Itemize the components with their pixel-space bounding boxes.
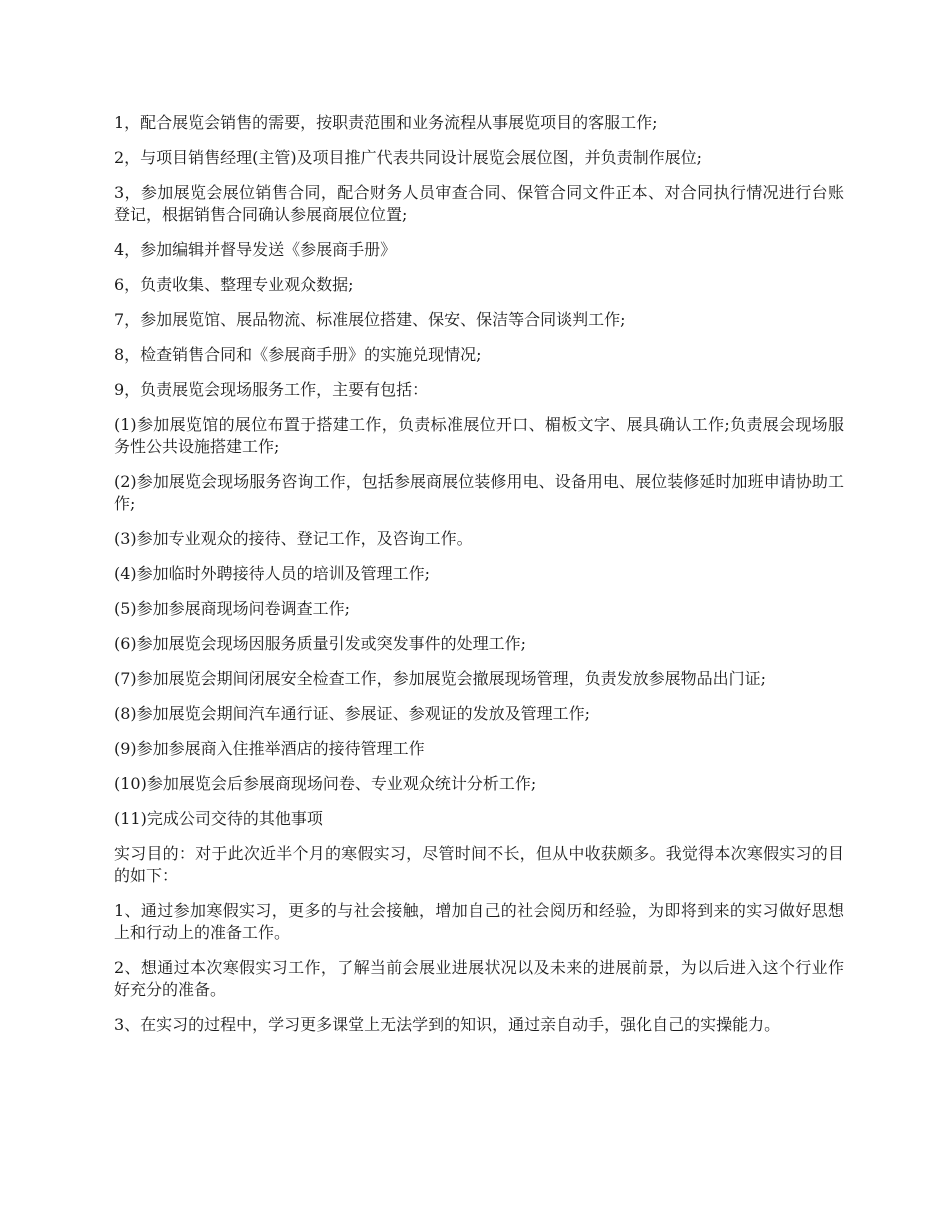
paragraph-duty-6: 6，负责收集、整理专业观众数据; [114, 275, 354, 294]
paragraph-subitem-8: (8)参加展览会期间汽车通行证、参展证、参观证的发放及管理工作; [114, 704, 591, 723]
paragraph-subitem-4: (4)参加临时外聘接待人员的培训及管理工作; [114, 564, 431, 583]
paragraph-duty-8: 8，检查销售合同和《参展商手册》的实施兑现情况; [114, 345, 482, 364]
paragraph-subitem-5: (5)参加参展商现场问卷调查工作; [114, 599, 351, 618]
paragraph-duty-2: 2，与项目销售经理(主管)及项目推广代表共同设计展览会展位图，并负责制作展位; [114, 148, 703, 167]
paragraph-duty-1: 1，配合展览会销售的需要，按职责范围和业务流程从事展览项目的客服工作; [114, 113, 658, 132]
paragraph-subitem-6: (6)参加展览会现场因服务质量引发或突发事件的处理工作; [114, 634, 527, 653]
paragraph-subitem-2: (2)参加展览会现场服务咨询工作，包括参展商展位装修用电、设备用电、展位装修延时加班申请协助工作; [114, 472, 844, 513]
paragraph-subitem-9: (9)参加参展商入住推举酒店的接待管理工作 [114, 739, 425, 758]
paragraph-purpose-2: 2、想通过本次寒假实习工作，了解当前会展业进展状况以及未来的进展前景，为以后进入这个行业作好充分的准备。 [114, 958, 844, 999]
paragraph-duty-7: 7，参加展览馆、展品物流、标准展位搭建、保安、保洁等合同谈判工作; [114, 310, 626, 329]
paragraph-purpose-1: 1、通过参加寒假实习，更多的与社会接触，增加自己的社会阅历和经验，为即将到来的实习做好思想上和行动上的准备工作。 [114, 901, 844, 942]
paragraph-internship-purpose: 实习目的：对于此次近半个月的寒假实习，尽管时间不长，但从中收获颇多。我觉得本次寒假实习的目的如下： [114, 844, 844, 885]
paragraph-duty-4: 4，参加编辑并督导发送《参展商手册》 [114, 240, 397, 259]
paragraph-purpose-3: 3、在实习的过程中，学习更多课堂上无法学到的知识，通过亲自动手，强化自己的实操能力。 [114, 1015, 781, 1034]
paragraph-subitem-7: (7)参加展览会期间闭展安全检查工作，参加展览会撤展现场管理，负责发放参展物品出门证; [114, 669, 767, 688]
paragraph-subitem-3: (3)参加专业观众的接待、登记工作，及咨询工作。 [114, 529, 473, 548]
paragraph-duty-9: 9，负责展览会现场服务工作，主要有包括： [114, 380, 429, 399]
paragraph-duty-3: 3，参加展览会展位销售合同，配合财务人员审查合同、保管合同文件正本、对合同执行情况进行台账登记，根据销售合同确认参展商展位位置; [114, 183, 844, 224]
document-body [114, 112, 844, 1049]
paragraph-subitem-1: (1)参加展览馆的展位布置于搭建工作，负责标准展位开口、楣板文字、展具确认工作;负责展会现场服务性公共设施搭建工作; [114, 415, 844, 456]
paragraph-subitem-11: (11)完成公司交待的其他事项 [114, 809, 323, 828]
paragraph-subitem-10: (10)参加展览会后参展商现场问卷、专业观众统计分析工作; [114, 774, 537, 793]
